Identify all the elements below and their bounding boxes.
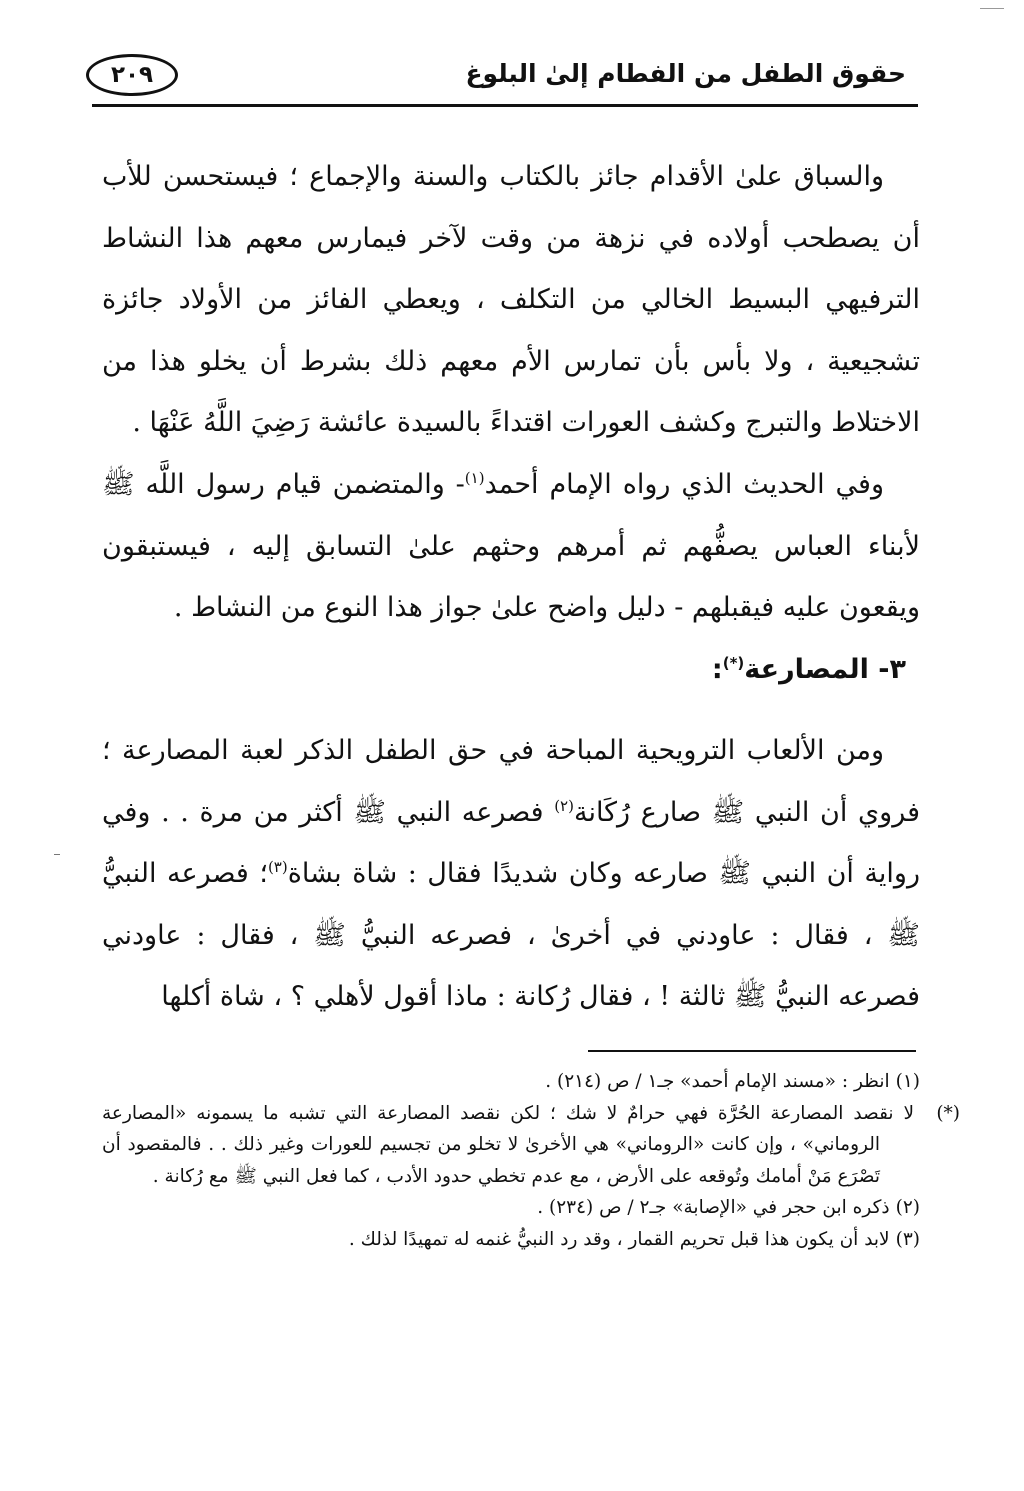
paragraph-hadith-rest: - والمتضمن قيام رسول اللَّه ﷺ لأبناء العباس يصفُّهم ثم أمرهم وحثهم علىٰ التسابق إليه ، فيستبقون ويقعون عليه فيقبلهم - دليل واضح علىٰ جواز هذا النوع من النشاط . — [102, 469, 920, 623]
scan-mark-top — [980, 8, 1004, 9]
footnote-marker: (٣) — [895, 1228, 920, 1250]
footnote-2 — [102, 1192, 920, 1224]
footnote-ref-3[interactable]: (٣) — [267, 858, 288, 876]
paragraph-racing: والسباق علىٰ الأقدام جائز بالكتاب والسنة والإجماع ؛ فيستحسن للأب أن يصطحب أولاده في نزهة من وقت لآخر فيمارس معهم هذا النشاط الترفيهي البسيط الخالي من التكلف ، ويعطي الفائز من الأولاد جائزة تشجيعية ، ولا بأس بأن تمارس الأم معهم ذلك بشرط أن يخلو هذا من الاختلاط والتبرج وكشف العورات اقتداءً بالسيدة عائشة رَضِيَ اللَّهُ عَنْهَا . — [102, 161, 920, 438]
footnote-separator — [588, 1050, 916, 1052]
footnote-1 — [102, 1066, 920, 1098]
paragraph-wrestling-part-2: فصرعه النبي ﷺ أكثر من مرة . . وفي رواية أن النبي ﷺ صارعه وكان شديدًا فقال : شاة بشاة — [102, 796, 920, 889]
page-number: ٢٠٩ — [110, 62, 154, 88]
footnote-star: (*)لا نقصد المصارعة الحُرَّة فهي حرامٌ لا شك ؛ لكن نقصد المصارعة التي تشبه ما يسمونه «المصارعة الروماني» ، وإن كانت «الروماني» هي الأخرىٰ لا تخلو من تجسيم للعورات وغير ذلك . . فالمقصود أن تَصْرَع مَنْ أمامك وتُوقعه على الأرض ، مع عدم تخطي حدود الأدب ، كما فعل النبي ﷺ مع رُكانة . — [102, 1102, 960, 1187]
footnote-text: لا نقصد المصارعة الحُرَّة فهي حرامٌ لا شك ؛ لكن نقصد المصارعة التي تشبه ما يسمونه «المصارعة الروماني» ، وإن كانت «الروماني» هي الأخرىٰ لا تخلو من تجسيم للعورات وغير ذلك . . فالمقصود أن تَصْرَع مَنْ أمامك وتُوقعه على الأرض ، مع عدم تخطي حدود الأدب ، كما فعل النبي ﷺ مع رُكانة . — [102, 1102, 914, 1187]
section-heading-text: ٣- المصارعة — [744, 654, 906, 685]
footnote-marker: (٢) — [895, 1197, 920, 1218]
footnote-ref-star[interactable]: (*) — [722, 654, 745, 672]
footnote-ref-2[interactable]: (٢) — [554, 796, 574, 815]
footnote-marker: (١) — [895, 1071, 920, 1092]
footnote-text: ذكره ابن حجر في «الإصابة» جـ٢ / ص (٢٣٤) . — [537, 1197, 890, 1218]
footnotes — [102, 1066, 960, 1255]
paragraph-wrestling — [102, 720, 920, 1028]
footnote-text: لابد أن يكون هذا قبل تحريم القمار ، وقد رد النبيُّ غنمه له تمهيدًا لذلك . — [348, 1228, 890, 1250]
paragraph-hadith — [102, 454, 920, 639]
section-heading-colon: : — [711, 654, 723, 685]
scan-mark-margin — [54, 854, 60, 855]
footnote-3 — [102, 1224, 920, 1256]
footnote-text: انظر : «مسند الإمام أحمد» جـ١ / ص (٢١٤) . — [545, 1071, 890, 1092]
page-number-badge — [86, 54, 178, 96]
running-title: حقوق الطفل من الفطام إلىٰ البلوغ — [465, 59, 906, 88]
header-rule — [92, 104, 918, 107]
section-heading-wrestling — [712, 640, 906, 700]
paragraph-wrestling-part-3: ؛ فصرعه النبيُّ ﷺ ، فقال : عاودني في أخرىٰ ، فصرعه النبيُّ ﷺ ، فقال : عاودني فصرعه النبيُّ ﷺ ثالثة ! ، فقال رُكانة : ماذا أقول لأهلي ؟ ، شاة أكلها — [102, 858, 920, 1012]
footnote-ref-1[interactable]: (١) — [464, 469, 485, 487]
paragraph-hadith-start: وفي الحديث الذي رواه الإمام أحمد — [484, 469, 884, 500]
paragraph-wrestling-part-1: ومن الألعاب الترويحية المباحة في حق الطفل الذكر لعبة المصارعة ؛ فروي أن النبي ﷺ صارع رُكَانة — [102, 735, 920, 828]
